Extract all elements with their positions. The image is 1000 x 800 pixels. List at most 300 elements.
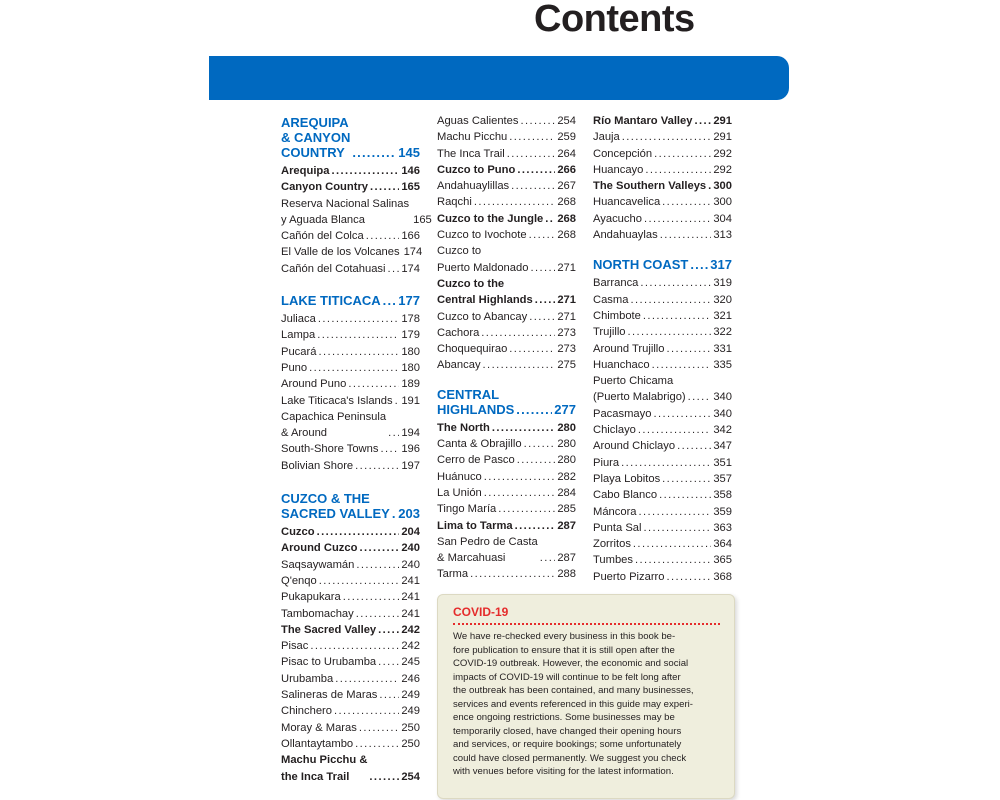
toc-entry-label: Cuzco to the Jungle xyxy=(437,212,544,225)
toc-entry-page: 174 xyxy=(403,246,423,259)
covid-notice-line: and services, or require bookings; some unfortunately xyxy=(453,739,682,750)
leader-dots xyxy=(310,638,399,654)
toc-entry xyxy=(593,552,732,568)
toc-entry-label: Pisac to Urubamba xyxy=(281,656,377,669)
section-heading-line: COUNTRY xyxy=(281,145,345,160)
toc-entry-label: Río Mantaro Valley xyxy=(593,115,693,127)
toc-entry xyxy=(281,327,420,343)
toc-entry xyxy=(593,211,732,227)
leader-dots xyxy=(644,211,711,227)
leader-dots xyxy=(388,261,400,277)
toc-entry-page: 357 xyxy=(713,472,732,485)
leader-dots xyxy=(492,420,556,436)
leader-dots xyxy=(643,308,711,324)
toc-entry-page: 245 xyxy=(401,656,420,669)
leader-dots xyxy=(530,260,555,276)
toc-entry-label: Cerro de Pasco xyxy=(437,454,515,467)
toc-entry-label xyxy=(437,534,538,567)
toc-entry-page: 291 xyxy=(713,131,732,144)
toc-entry-label: Andahuaylas xyxy=(593,229,658,242)
toc-entry-page: 250 xyxy=(401,737,420,750)
toc-entry-label: Puno xyxy=(281,361,308,374)
toc-entry-page: 364 xyxy=(713,538,732,551)
section-heading xyxy=(437,387,576,417)
leader-dots xyxy=(356,557,399,573)
toc-entry xyxy=(437,452,576,468)
leader-dots xyxy=(511,178,555,194)
toc-entry-label: Chimbote xyxy=(593,309,641,322)
toc-entry-page: 359 xyxy=(713,505,732,518)
leader-dots xyxy=(667,341,712,357)
toc-entry xyxy=(593,422,732,438)
toc-entry-page: 358 xyxy=(713,489,732,502)
leader-dots xyxy=(652,357,712,373)
toc-entry-label: Piura xyxy=(593,456,620,469)
toc-entry xyxy=(281,703,420,719)
section-heading-page: 277 xyxy=(554,401,576,417)
toc-entry xyxy=(437,309,576,325)
toc-entry-page: 179 xyxy=(401,329,420,342)
leader-dots xyxy=(383,293,397,308)
toc-entry-label: Machu Picchu xyxy=(437,131,508,144)
toc-entry-page: 287 xyxy=(557,552,576,565)
leader-dots xyxy=(388,425,399,441)
page-title: Contents xyxy=(534,0,695,40)
toc-entry-label: Punta Sal xyxy=(593,521,642,534)
toc-entry-label: Q'enqo xyxy=(281,574,317,587)
toc-entry xyxy=(593,194,732,210)
toc-entry xyxy=(593,113,732,129)
toc-entry xyxy=(281,311,420,327)
leader-dots xyxy=(688,389,712,405)
toc-entry-line: the Inca Trail xyxy=(281,770,350,783)
toc-entry xyxy=(593,324,732,340)
toc-entry xyxy=(281,524,420,540)
toc-entry-page: 331 xyxy=(713,342,732,355)
toc-entry xyxy=(593,569,732,585)
leader-dots xyxy=(509,129,555,145)
leader-dots xyxy=(319,573,400,589)
toc-entry xyxy=(437,420,576,436)
covid-notice-title: COVID-19 xyxy=(453,605,720,625)
toc-entry-label: Pukapukara xyxy=(281,591,341,604)
leader-dots xyxy=(653,406,711,422)
toc-entry-label: Tarma xyxy=(437,568,469,581)
leader-dots xyxy=(481,325,555,341)
toc-entry-label xyxy=(281,409,386,442)
toc-entry xyxy=(593,520,732,536)
toc-entry-line: Machu Picchu & xyxy=(281,754,368,767)
leader-dots xyxy=(352,145,396,160)
toc-entry xyxy=(437,325,576,341)
leader-dots xyxy=(483,357,556,373)
toc-entry-line: & Marcahuasi xyxy=(437,552,506,565)
section-heading-page: 177 xyxy=(398,293,420,309)
toc-entry-page: 268 xyxy=(557,196,576,209)
toc-entry xyxy=(281,261,420,277)
toc-entry xyxy=(281,557,420,573)
toc-entry-label: Cabo Blanco xyxy=(593,489,658,502)
toc-entry-page: 292 xyxy=(713,163,732,176)
toc-entry xyxy=(593,504,732,520)
toc-entry-label: Choquequirao xyxy=(437,343,508,356)
toc-entry-label: Playa Lobitos xyxy=(593,472,661,485)
toc-entry xyxy=(593,438,732,454)
leader-dots xyxy=(690,257,708,272)
leader-dots xyxy=(334,703,399,719)
toc-entry xyxy=(437,501,576,517)
toc-entry-label: Máncora xyxy=(593,505,637,518)
toc-entry-label: Saqsaywamán xyxy=(281,558,355,571)
section-heading-label xyxy=(593,257,688,272)
toc-entry-page: 271 xyxy=(557,294,576,307)
toc-entry-page: 273 xyxy=(557,326,576,339)
toc-entry xyxy=(437,113,576,129)
leader-dots xyxy=(639,504,712,520)
covid-notice-line: temporarily closed, have changed their opening hours xyxy=(453,725,682,737)
toc-entry-label: South-Shore Towns xyxy=(281,443,379,456)
leader-dots xyxy=(517,162,555,178)
leader-dots xyxy=(540,550,556,566)
toc-entry-line: (Puerto Malabrigo) xyxy=(593,391,686,404)
toc-entry-page: 284 xyxy=(557,486,576,499)
covid-notice-line: services and events referenced in this guide may experi- xyxy=(453,698,693,710)
toc-entry-page: 268 xyxy=(557,212,576,225)
toc-entry-page: 347 xyxy=(713,440,732,453)
toc-entry-page: 254 xyxy=(401,770,420,783)
toc-entry-label: Puerto Pizarro xyxy=(593,570,665,583)
toc-entry-label: Cachora xyxy=(437,326,480,339)
toc-entry xyxy=(437,436,576,452)
toc-entry xyxy=(281,376,420,392)
toc-entry-label: Trujillo xyxy=(593,326,626,339)
toc-entry-label: The North xyxy=(437,421,490,434)
section-heading xyxy=(281,115,420,160)
toc-entry-page: 197 xyxy=(401,459,420,472)
toc-entry-page: 280 xyxy=(557,454,576,467)
leader-dots xyxy=(370,179,399,195)
toc-entry xyxy=(437,518,576,534)
toc-entry-label: Barranca xyxy=(593,277,639,290)
toc-entry-label xyxy=(281,752,367,785)
leader-dots xyxy=(317,524,400,540)
toc-entry-label: Tambomachay xyxy=(281,607,354,620)
leader-dots xyxy=(318,311,400,327)
toc-entry-page: 271 xyxy=(557,310,576,323)
leader-dots xyxy=(355,458,399,474)
toc-entry-label: Concepción xyxy=(593,147,653,160)
toc-entry-page: 240 xyxy=(401,542,420,555)
toc-entry-page: 254 xyxy=(557,115,576,127)
covid-notice-line: the outbreak has been contained, and many businesses, xyxy=(453,685,694,696)
toc-entry xyxy=(437,534,576,567)
toc-entry-label: Bolivian Shore xyxy=(281,459,354,472)
leader-dots xyxy=(520,113,555,129)
covid-notice-line: We have re-checked every business in this book be- xyxy=(453,631,676,642)
toc-entry-label: Chinchero xyxy=(281,705,332,718)
toc-entry xyxy=(281,720,420,736)
section-heading-label xyxy=(281,491,390,521)
covid-notice-line: COVID-19 outbreak. However, the economic and social xyxy=(453,658,689,669)
toc-entry-page: 320 xyxy=(713,293,732,306)
leader-dots xyxy=(517,452,556,468)
toc-entry xyxy=(437,276,576,309)
toc-entry xyxy=(281,687,420,703)
leader-dots xyxy=(378,654,399,670)
toc-entry-label: Lima to Tarma xyxy=(437,519,513,532)
toc-entry-page: 249 xyxy=(401,705,420,718)
toc-entry-page: 340 xyxy=(713,407,732,420)
toc-entry-label: Cuzco to Puno xyxy=(437,163,516,176)
leader-dots xyxy=(660,227,712,243)
toc-entry-label: Andahuaylillas xyxy=(437,180,510,193)
toc-column-1 xyxy=(281,115,432,785)
toc-entry xyxy=(281,228,420,244)
toc-entry-label: Ayacucho xyxy=(593,212,642,225)
leader-dots xyxy=(309,360,399,376)
toc-entry-page: 249 xyxy=(401,689,420,702)
leader-dots xyxy=(535,292,556,308)
toc-entry xyxy=(437,566,576,582)
toc-entry xyxy=(593,129,732,145)
toc-entry-page: 313 xyxy=(713,229,732,242)
leader-dots xyxy=(524,436,556,452)
leader-dots xyxy=(545,211,555,227)
toc-entry-page: 268 xyxy=(557,229,576,242)
leader-dots xyxy=(484,469,556,485)
leader-dots xyxy=(379,687,399,703)
leader-dots xyxy=(498,501,555,517)
leader-dots xyxy=(369,769,399,785)
toc-entry-page: 322 xyxy=(713,326,732,339)
toc-entry xyxy=(593,275,732,291)
toc-entry-label: Chiclayo xyxy=(593,424,636,437)
toc-entry-page: 275 xyxy=(557,359,576,372)
toc-entry-page: 321 xyxy=(713,309,732,322)
toc-entry-label: Aguas Calientes xyxy=(437,115,519,127)
toc-entry-label: Huánuco xyxy=(437,470,482,483)
toc-entry-page: 282 xyxy=(557,470,576,483)
section-heading xyxy=(281,293,420,308)
toc-entry xyxy=(437,162,576,178)
leader-dots xyxy=(343,589,400,605)
toc-entry xyxy=(281,344,420,360)
toc-entry-page: 271 xyxy=(557,261,576,274)
toc-entry-page: 165 xyxy=(413,213,432,226)
toc-entry-line: y Aguada Blanca xyxy=(281,213,365,226)
toc-entry-page: 363 xyxy=(713,521,732,534)
leader-dots xyxy=(470,566,555,582)
leader-dots xyxy=(659,487,711,503)
leader-dots xyxy=(621,455,711,471)
covid-notice-box xyxy=(437,594,735,799)
toc-entry-line: Puerto Chicama xyxy=(593,375,674,388)
covid-notice-line: fore publication to ensure that it is still open after the xyxy=(453,644,675,656)
toc-entry-page: 300 xyxy=(713,196,732,209)
toc-entry-page: 241 xyxy=(401,574,420,587)
leader-dots xyxy=(654,146,711,162)
leader-dots xyxy=(317,327,399,343)
toc-entry-label: Huancayo xyxy=(593,163,644,176)
leader-dots xyxy=(348,376,399,392)
toc-entry xyxy=(593,357,732,373)
covid-notice-line: ence ongoing restrictions. Some businesses may be xyxy=(453,712,675,723)
toc-entry-line: Cuzco to xyxy=(437,245,482,258)
toc-entry-page: 180 xyxy=(401,361,420,374)
toc-entry xyxy=(593,455,732,471)
toc-entry xyxy=(281,409,420,442)
toc-entry xyxy=(593,178,732,194)
toc-entry-page: 204 xyxy=(401,526,420,539)
leader-dots xyxy=(355,736,399,752)
toc-entry xyxy=(593,146,732,162)
toc-entry-page: 165 xyxy=(401,181,420,194)
toc-entry xyxy=(593,341,732,357)
toc-entry-page: 178 xyxy=(401,313,420,326)
toc-entry-label: Ollantaytambo xyxy=(281,737,354,750)
leader-dots xyxy=(359,720,399,736)
leader-dots xyxy=(640,275,711,291)
toc-entry-label: Huancavelica xyxy=(593,196,661,209)
toc-entry xyxy=(281,589,420,605)
leader-dots xyxy=(392,506,396,521)
leader-dots xyxy=(644,520,712,536)
toc-entry xyxy=(281,540,420,556)
toc-entry-page: 241 xyxy=(401,591,420,604)
leader-dots xyxy=(630,292,711,308)
toc-entry-label: Huanchaco xyxy=(593,358,650,371)
leader-dots xyxy=(694,113,711,129)
toc-entry-label xyxy=(593,373,686,406)
toc-entry xyxy=(281,654,420,670)
toc-entry xyxy=(281,393,420,409)
toc-entry xyxy=(281,458,420,474)
toc-entry-page: 285 xyxy=(557,503,576,516)
leader-dots xyxy=(667,569,712,585)
toc-entry-line: Central Highlands xyxy=(437,294,533,307)
section-heading-page: 145 xyxy=(398,145,420,160)
toc-entry-label: Urubamba xyxy=(281,672,334,685)
section-heading xyxy=(593,257,732,272)
section-heading-line: CENTRAL xyxy=(437,386,500,402)
toc-entry-label: Around Puno xyxy=(281,378,347,391)
toc-entry xyxy=(281,196,432,229)
toc-entry-page: 180 xyxy=(401,345,420,358)
toc-entry-page: 191 xyxy=(401,394,420,407)
toc-entry-label: Cuzco xyxy=(281,526,315,539)
toc-entry-label: Lampa xyxy=(281,329,316,342)
section-heading-line: HIGHLANDS xyxy=(437,401,515,417)
toc-entry-page: 280 xyxy=(557,438,576,451)
leader-dots xyxy=(332,163,400,179)
toc-entry-label: Juliaca xyxy=(281,313,316,326)
toc-entry-page: 368 xyxy=(713,570,732,583)
toc-entry xyxy=(593,406,732,422)
toc-entry-page: 351 xyxy=(713,456,732,469)
toc-entry-page: 335 xyxy=(713,358,732,371)
section-heading-page: 317 xyxy=(710,257,732,273)
toc-entry xyxy=(437,178,576,194)
toc-entry xyxy=(281,179,420,195)
section-heading-line: LAKE TITICACA xyxy=(281,293,381,309)
leader-dots xyxy=(628,324,712,340)
toc-entry-label: The Southern Valleys xyxy=(593,180,707,193)
toc-entry-label: Moray & Maras xyxy=(281,721,357,734)
toc-entry-page: 189 xyxy=(401,378,420,391)
toc-entry-label: El Valle de los Volcanes xyxy=(281,246,400,259)
leader-dots xyxy=(509,341,555,357)
toc-entry xyxy=(593,308,732,324)
toc-entry-label: Pisac xyxy=(281,640,309,653)
toc-entry xyxy=(593,373,732,406)
toc-entry-line: Capachica Peninsula xyxy=(281,410,387,423)
toc-entry-label: The Inca Trail xyxy=(437,147,505,160)
toc-entry-page: 266 xyxy=(557,163,576,176)
toc-entry-page: 267 xyxy=(557,180,576,193)
toc-entry xyxy=(593,471,732,487)
toc-entry-label: Arequipa xyxy=(281,165,330,177)
toc-entry xyxy=(281,752,420,785)
toc-entry-page: 146 xyxy=(401,165,420,177)
section-heading-line: CUZCO & THE xyxy=(281,491,370,507)
toc-entry-label: Salineras de Maras xyxy=(281,689,378,702)
toc-entry-label: Pucará xyxy=(281,345,317,358)
toc-entry-label: The Sacred Valley xyxy=(281,623,377,636)
toc-entry xyxy=(437,211,576,227)
toc-entry-label: Jauja xyxy=(593,131,620,144)
toc-entry xyxy=(281,360,420,376)
toc-entry-page: 304 xyxy=(713,212,732,225)
section-heading-label xyxy=(281,293,381,308)
toc-entry-page: 292 xyxy=(713,147,732,160)
toc-entry xyxy=(437,357,576,373)
leader-dots xyxy=(677,438,711,454)
leader-dots xyxy=(484,485,556,501)
toc-entry xyxy=(281,638,420,654)
section-heading-label xyxy=(437,387,514,417)
toc-entry-page: 259 xyxy=(557,131,576,144)
section-heading-page: 203 xyxy=(398,506,420,522)
toc-entry xyxy=(593,292,732,308)
toc-entry xyxy=(437,469,576,485)
toc-column-2 xyxy=(437,113,576,583)
toc-column-3 xyxy=(593,113,732,585)
leader-dots xyxy=(359,540,399,556)
toc-entry-page: 280 xyxy=(557,421,576,434)
toc-entry-page: 250 xyxy=(401,721,420,734)
toc-entry-page: 287 xyxy=(557,519,576,532)
toc-entry-label: Lake Titicaca's Islands xyxy=(281,394,393,407)
toc-entry xyxy=(281,163,420,179)
toc-entry-label: Canyon Country xyxy=(281,181,369,194)
toc-entry xyxy=(281,244,423,260)
toc-entry-label: Pacasmayo xyxy=(593,407,652,420)
leader-dots xyxy=(635,552,711,568)
toc-entry xyxy=(437,485,576,501)
section-heading-line: AREQUIPA xyxy=(281,115,349,130)
toc-entry-page: 240 xyxy=(401,558,420,571)
toc-entry-page: 242 xyxy=(401,623,420,636)
toc-entry xyxy=(437,341,576,357)
toc-entry xyxy=(593,487,732,503)
toc-entry-label: Around Chiclayo xyxy=(593,440,676,453)
toc-entry-label: Cañón del Cotahuasi xyxy=(281,262,386,275)
toc-entry-label: Around Cuzco xyxy=(281,542,358,555)
toc-entry-label: Zorritos xyxy=(593,538,631,551)
toc-entry xyxy=(281,441,420,457)
toc-entry-page: 241 xyxy=(401,607,420,620)
leader-dots xyxy=(474,194,556,210)
